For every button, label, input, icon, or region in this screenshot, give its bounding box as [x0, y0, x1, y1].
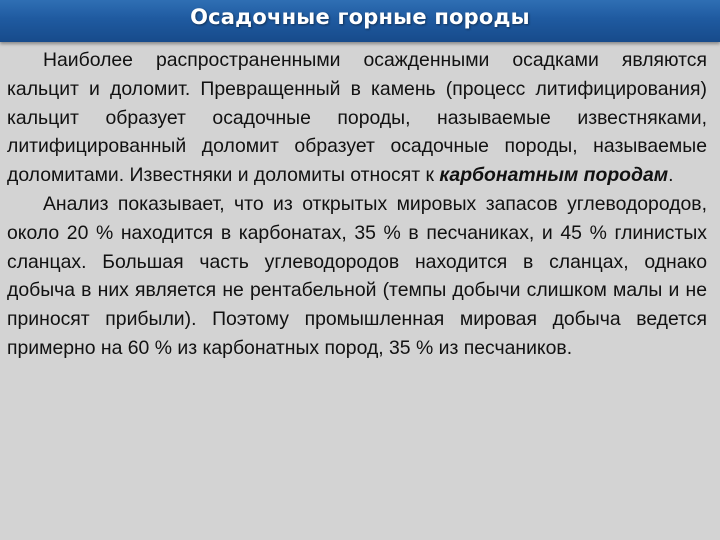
slide-title-bar [0, 0, 720, 42]
slide-body [7, 46, 707, 363]
paragraph-calcite-dolomite [7, 46, 707, 190]
slide-title: Осадочные горные породы [190, 5, 530, 29]
paragraph-hydrocarbon-reserves: Анализ показывает, что из открытых мировых запасов углеводородов, около 20 % находится в карбонатах, 35 % в песчаниках, и 45 % глинистых сланцах. Большая часть углеводородов находится в сланцах, однако добыча в них является не рентабельной (темпы добычи слишком малы и не приносят прибыли). Поэтому промышленная мировая добыча ведется примерно на 60 % из карбонатных пород, 35 % из песчаников. [7, 192, 707, 359]
paragraph-1-end: . [668, 164, 674, 187]
carbonate-rocks-emphasis: карбонатным породам [439, 164, 669, 187]
paragraph-1-text: Наиболее распространенными осажденными осадками являются кальцит и доломит. Превращенный в камень (процесс литифицирования) кальцит образует осадочные породы, называемые известняками, литифицированный доломит образует осадочные породы, называемые доломитами. Известняки и доломиты относят к [7, 49, 707, 187]
